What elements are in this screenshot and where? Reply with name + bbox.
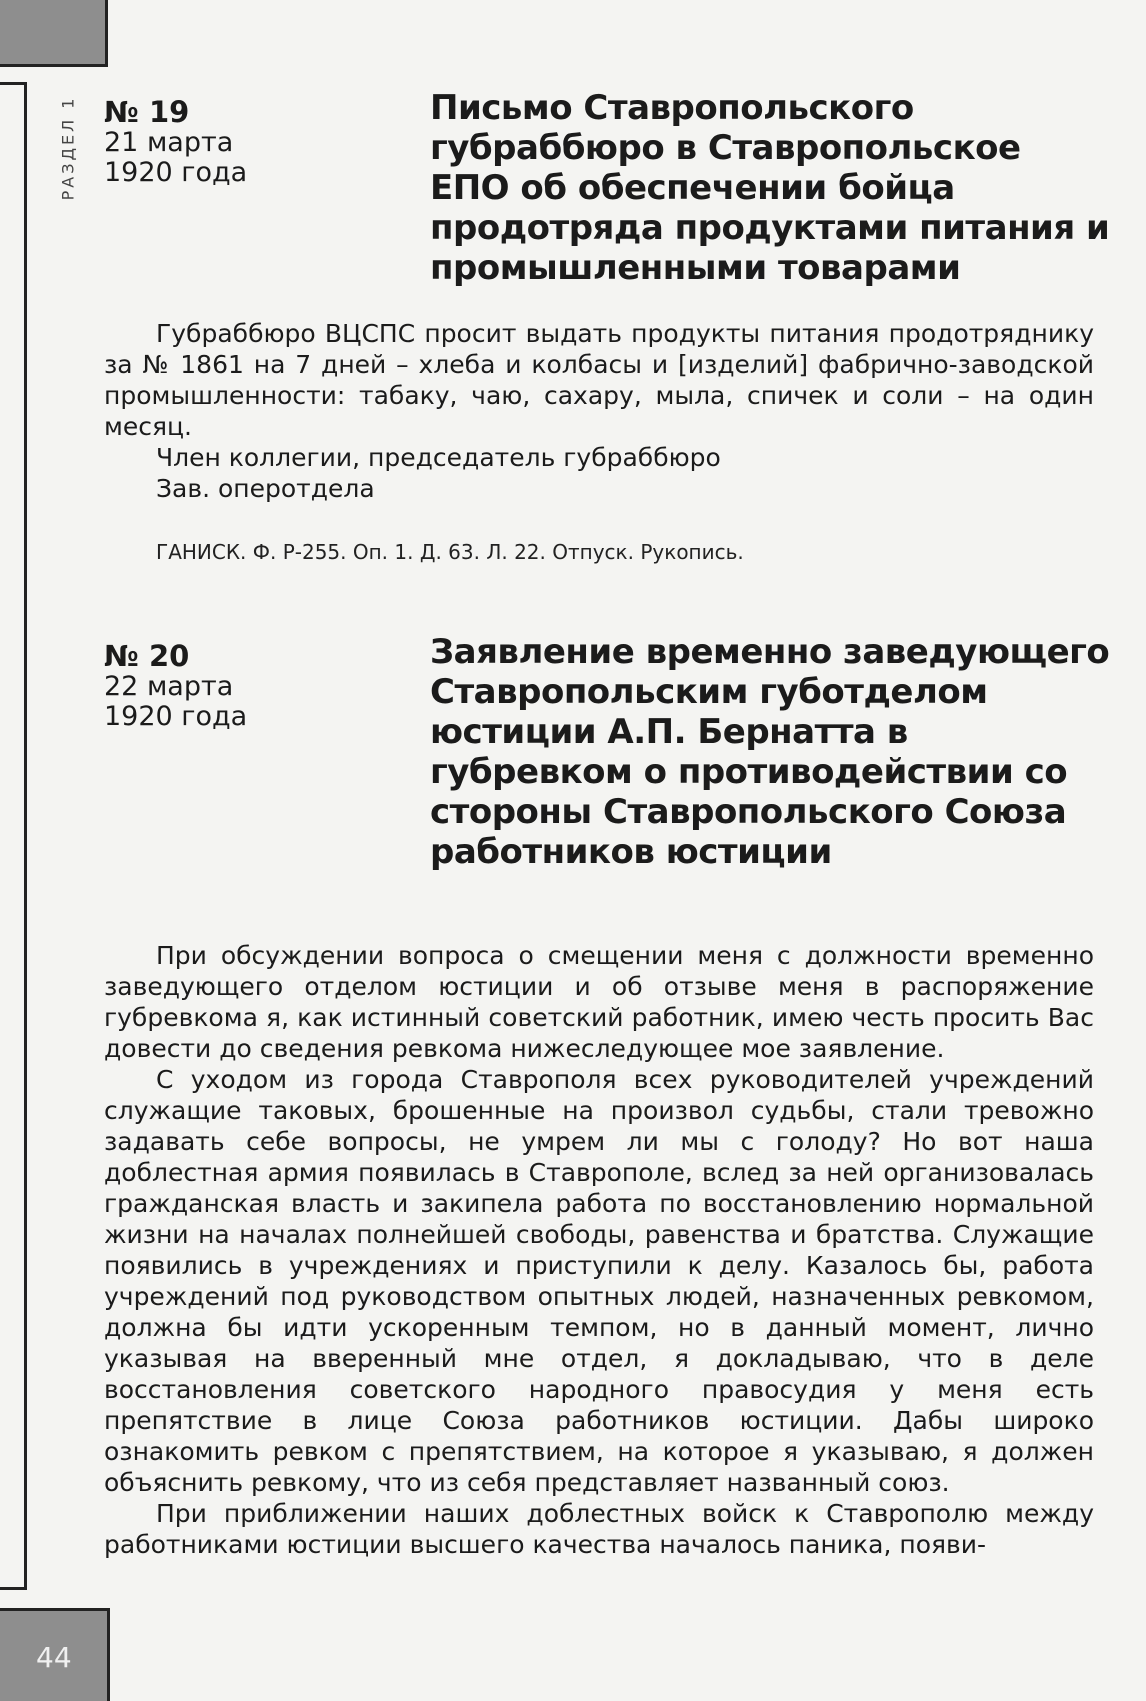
doc20-paragraph-1: При обсуждении вопроса о смещении меня с должности временно заведующего отделом юстиции и об отзыве меня в распоряжение губревкома я, как истинный советский работник, имею честь просить Вас довести до сведения ревкома нижеследующее мое заявление. (104, 941, 1094, 1063)
doc20-paragraph-3: При приближении наших доблестных войск к Ставрополю между работниками юстиции высшего качества началось паника, появи- (104, 1499, 1094, 1559)
doc20-title: Заявление временно заведующего Ставропольским губотделом юстиции А.П. Бернатта в губревком о противодействии со стороны Ставропольского Союза работников юстиции (430, 632, 1110, 872)
corner-block-bottom (0, 1608, 110, 1701)
section-label: РАЗДЕЛ 1 (58, 95, 78, 201)
doc19-sign-1: Член коллегии, председатель губраббюро (156, 443, 721, 472)
side-frame (0, 82, 27, 1590)
doc20-date-day: 22 марта (104, 671, 234, 702)
doc20-number: № 20 (104, 639, 190, 673)
doc19-source: ГАНИСК. Ф. Р-255. Оп. 1. Д. 63. Л. 22. Отпуск. Рукопись. (156, 540, 744, 564)
doc19-date-year: 1920 года (104, 157, 248, 188)
doc19-header (104, 96, 247, 188)
page-number: 44 (36, 1641, 72, 1674)
doc19-body: Губраббюро ВЦСПС просит выдать продукты питания продотряднику за № 1861 на 7 дней – хлеба и колбасы и [изделий] фабрично-заводской промышленности: табаку, чаю, сахару, мыла, спичек и соли – на один месяц. (104, 319, 1094, 441)
doc19-sign-2: Зав. оперотдела (156, 474, 375, 503)
doc20-text (104, 940, 1094, 1560)
doc19-number: № 19 (104, 95, 190, 129)
doc19-text (104, 318, 1094, 504)
doc19-title: Письмо Ставропольского губраббюро в Ставропольское ЕПО об обеспечении бойца продотряда продуктами питания и промышленными товарами (430, 88, 1110, 288)
doc19-date-day: 21 марта (104, 127, 234, 158)
corner-block-top (0, 0, 108, 67)
doc20-date-year: 1920 года (104, 701, 248, 732)
doc20-paragraph-2: С уходом из города Ставрополя всех руководителей учреждений служащие таковых, брошенные на произвол судьбы, стали тревожно задавать себе вопросы, не умрем ли мы с голоду? Но вот наша доблестная армия появилась в Ставрополе, вслед за ней организовалась гражданская власть и закипела работа по восстановлению нормальной жизни на началах полнейшей свободы, равенства и братства. Служащие появились в учреждениях и приступили к делу. Казалось бы, работа учреждений под руководством опытных людей, назначенных ревкомом, должна бы идти ускоренным темпом, но в данный момент, лично указывая на вверенный мне отдел, я докладываю, что в деле восстановления советского народного правосудия у меня есть препятствие в лице Союза работников юстиции. Дабы широко ознакомить ревком с препятствием, на которое я указываю, я должен объяснить ревкому, что из себя представляет названный союз. (104, 1065, 1094, 1497)
doc20-header (104, 640, 247, 732)
